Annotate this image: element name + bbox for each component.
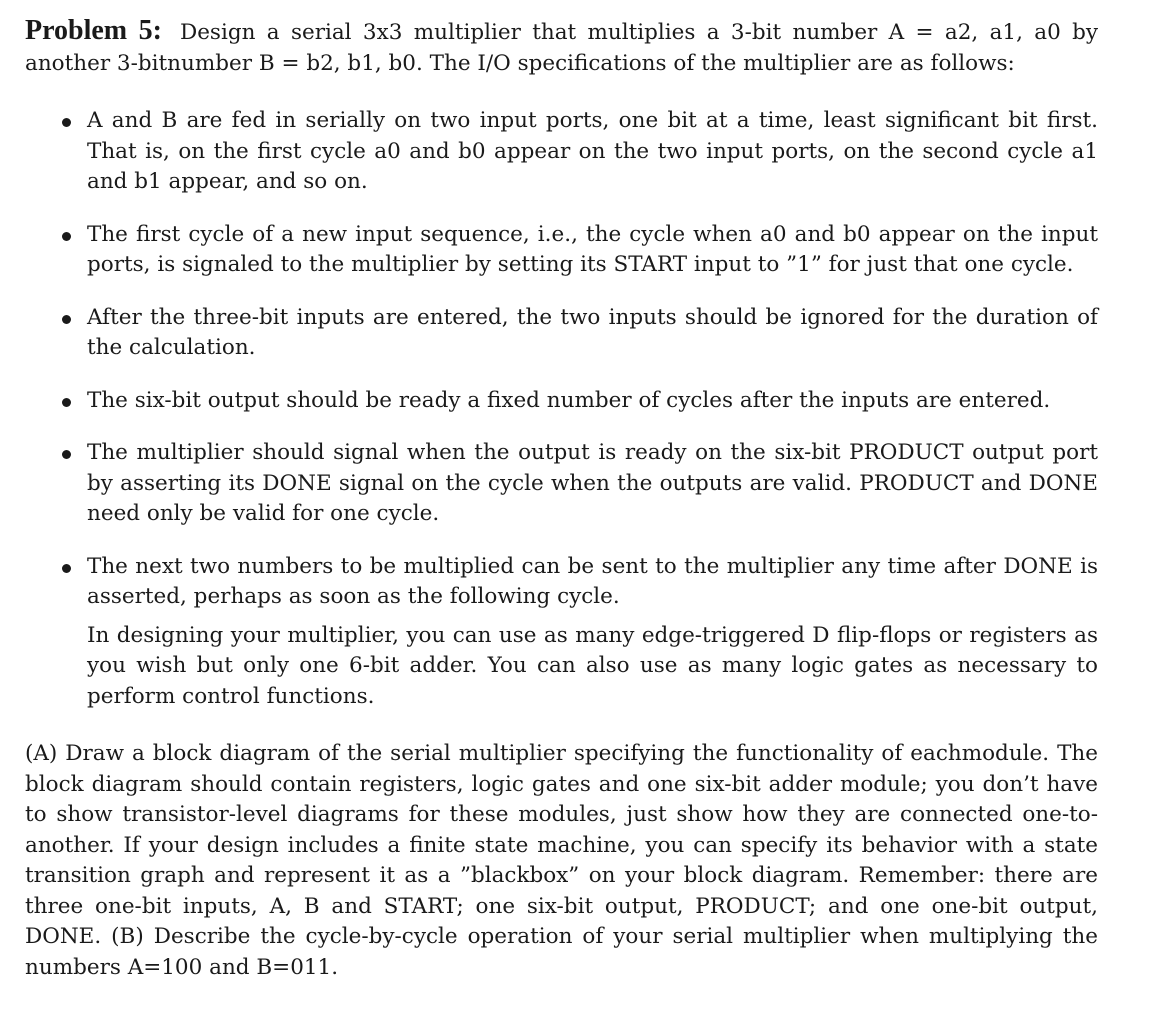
spec-item-serial-input <box>25 106 1098 198</box>
problem-parts: (A) Draw a block diagram of the serial multiplier specifying the functionality of eachmodule. The block diagram should contain registers, logic gates and one six-bit adder module; you don’t have to show transistor-level diagrams for these modules, just show how they are connected one-to-another. If your design includes a finite state machine, you can specify its behavior with a state transition graph and represent it as a ”blackbox” on your block diagram. Remember: there are three one-bit inputs, A, B and START; one six-bit output, PRODUCT; and one one-bit output, DONE. (B) Describe the cycle-by-cycle operation of your serial multiplier when multiplying the numbers A=100 and B=011. <box>25 741 1098 980</box>
problem-intro <box>25 16 1098 79</box>
spec-item-start-signal <box>25 220 1098 281</box>
bullet-icon <box>62 450 71 459</box>
problem-statement: Design a serial 3x3 multiplier that multiplies a 3-bit number A = a2, a1, a0 by another 3-bitnumber B = b2, b1, b0. The I/O specifications of the multiplier are as follows: <box>25 20 1098 76</box>
spec-item-done-signal <box>25 438 1098 530</box>
spec-text: The six-bit output should be ready a fixed number of cycles after the inputs are entered. <box>87 387 1051 413</box>
spec-item-ignore-inputs <box>25 303 1098 364</box>
spec-text: The first cycle of a new input sequence, i.e., the cycle when a0 and b0 appear on the input ports, is signaled to the multiplier by setting its START input to ”1” for just that one cycle. <box>87 221 1098 277</box>
spec-text: A and B are fed in serially on two input ports, one bit at a time, least significant bit first. That is, on the first cycle a0 and b0 appear on the two input ports, on the second cycle a1 and b1 appear, and so on. <box>87 108 1098 194</box>
spec-text: After the three-bit inputs are entered, the two inputs should be ignored for the duration of the calculation. <box>87 304 1098 360</box>
problem-label: Problem 5: <box>25 15 162 46</box>
spec-text: The next two numbers to be multiplied can be sent to the multiplier any time after DONE is asserted, perhaps as soon as the following cycle. <box>87 553 1098 609</box>
spec-item-output-ready <box>25 386 1098 417</box>
spec-item-next-numbers <box>25 552 1098 613</box>
bullet-icon <box>62 398 71 407</box>
bullet-icon <box>62 564 71 573</box>
bullet-icon <box>62 315 71 324</box>
design-constraints: In designing your multiplier, you can use as many edge-triggered D flip-flops or registers as you wish but only one 6-bit adder. You can also use as many logic gates as necessary to perform control functions. <box>87 622 1098 709</box>
spec-text: The multiplier should signal when the output is ready on the six-bit PRODUCT output port by asserting its DONE signal on the cycle when the outputs are valid. PRODUCT and DONE need only be valid for one cycle. <box>87 440 1098 526</box>
io-specifications-list <box>25 106 1098 613</box>
bullet-icon <box>62 232 71 241</box>
bullet-icon <box>62 118 71 127</box>
